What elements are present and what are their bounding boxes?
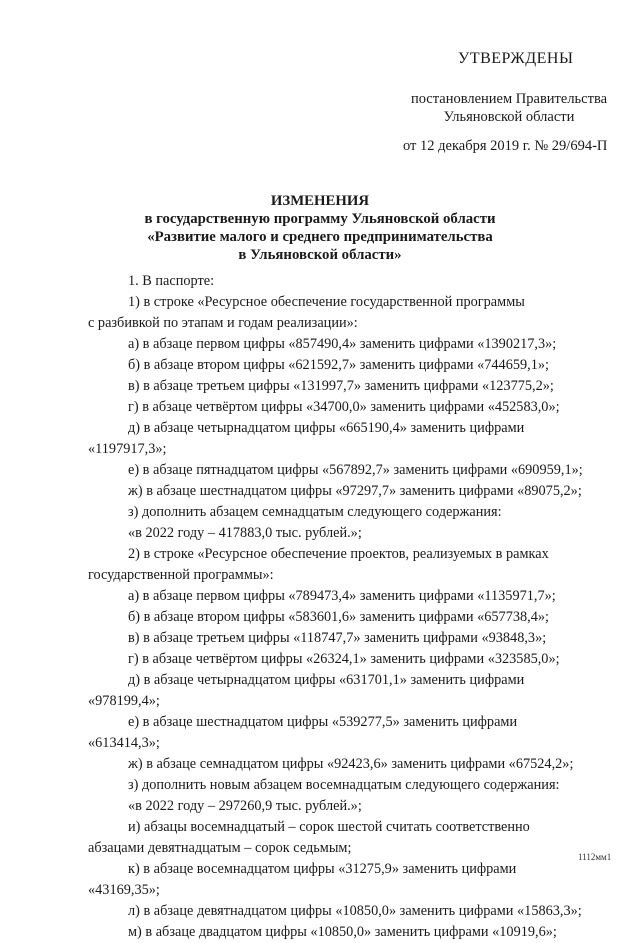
approval-date: от 12 декабря 2019 г. № 29/694-П: [403, 138, 608, 154]
heading-line-2: в государственную программу Ульяновской области: [144, 211, 496, 227]
list-item: г) в абзаце четвёртом цифры «34700,0» заменить цифрами «452583,0»;: [128, 399, 560, 415]
paragraph-text: 1) в строке «Ресурсное обеспечение государственной программы: [128, 294, 525, 310]
paragraph: государственной программы»:: [88, 567, 274, 583]
paragraph: [88, 292, 612, 313]
list-item: к) в абзаце восемнадцатом цифры «31275,9» заменить цифрами: [128, 861, 517, 877]
heading-line-3: «Развитие малого и среднего предпринимательства: [147, 229, 493, 245]
list-item: а) в абзаце первом цифры «857490,4» заменить цифрами «1390217,3»;: [128, 336, 557, 352]
list-item: ж) в абзаце шестнадцатом цифры «97297,7» заменить цифрами «89075,2»;: [128, 483, 582, 499]
quoted-text: «в 2022 году – 297260,9 тыс. рублей.»;: [128, 798, 362, 814]
list-item-continuation: «613414,3»;: [88, 735, 160, 751]
footer-code: 1112мм1: [578, 852, 612, 862]
decree-line-1: постановлением Правительства: [410, 91, 608, 107]
list-item: ж) в абзаце семнадцатом цифры «92423,6» заменить цифрами «67524,2»;: [128, 756, 574, 772]
list-item: б) в абзаце втором цифры «621592,7» заменить цифрами «744659,1»;: [128, 357, 549, 373]
list-item: м) в абзаце двадцатом цифры «10850,0» заменить цифрами «10919,6»;: [128, 924, 557, 940]
list-item: з) дополнить новым абзацем восемнадцатым следующего содержания:: [128, 777, 560, 793]
list-item: в) в абзаце третьем цифры «131997,7» заменить цифрами «123775,2»;: [128, 378, 554, 394]
paragraph: с разбивкой по этапам и годам реализации»:: [88, 315, 358, 331]
document-heading: [70, 192, 570, 264]
approval-title: УТВЕРЖДЕНЫ: [458, 50, 574, 67]
list-item-continuation: «978199,4»;: [88, 693, 160, 709]
heading-line-4: в Ульяновской области»: [238, 247, 402, 263]
list-item: г) в абзаце четвёртом цифры «26324,1» заменить цифрами «323585,0»;: [128, 651, 560, 667]
list-item: д) в абзаце четырнадцатом цифры «631701,1» заменить цифрами: [128, 672, 525, 688]
list-item-continuation: «1197917,3»;: [88, 441, 167, 457]
quoted-text: «в 2022 году – 417883,0 тыс. рублей.»;: [128, 525, 362, 541]
list-item: з) дополнить абзацем семнадцатым следующего содержания:: [128, 504, 502, 520]
list-item: е) в абзаце пятнадцатом цифры «567892,7» заменить цифрами «690959,1»;: [128, 462, 583, 478]
list-item: л) в абзаце девятнадцатом цифры «10850,0» заменить цифрами «15863,3»;: [128, 903, 582, 919]
decree-line-2: Ульяновской области: [443, 109, 575, 125]
list-item: и) абзацы восемнадцатый – сорок шестой считать соответственно: [128, 819, 530, 835]
paragraph: 2) в строке «Ресурсное обеспечение проектов, реализуемых в рамках: [128, 546, 549, 562]
list-item-continuation: «43169,35»;: [88, 882, 160, 898]
list-item-continuation: абзацами девятнадцатым – сорок седьмым;: [88, 840, 352, 856]
list-item: а) в абзаце первом цифры «789473,4» заменить цифрами «1135971,7»;: [128, 588, 556, 604]
heading-title: ИЗМЕНЕНИЯ: [270, 193, 370, 209]
list-item: в) в абзаце третьем цифры «118747,7» заменить цифрами «93848,3»;: [128, 630, 547, 646]
list-item: е) в абзаце шестнадцатом цифры «539277,5» заменить цифрами: [128, 714, 518, 730]
document-body: [88, 271, 612, 943]
paragraph: 1. В паспорте:: [128, 273, 215, 289]
approval-decree: [404, 90, 614, 126]
list-item: б) в абзаце втором цифры «583601,6» заменить цифрами «657738,4»;: [128, 609, 549, 625]
list-item: д) в абзаце четырнадцатом цифры «665190,4» заменить цифрами: [128, 420, 525, 436]
